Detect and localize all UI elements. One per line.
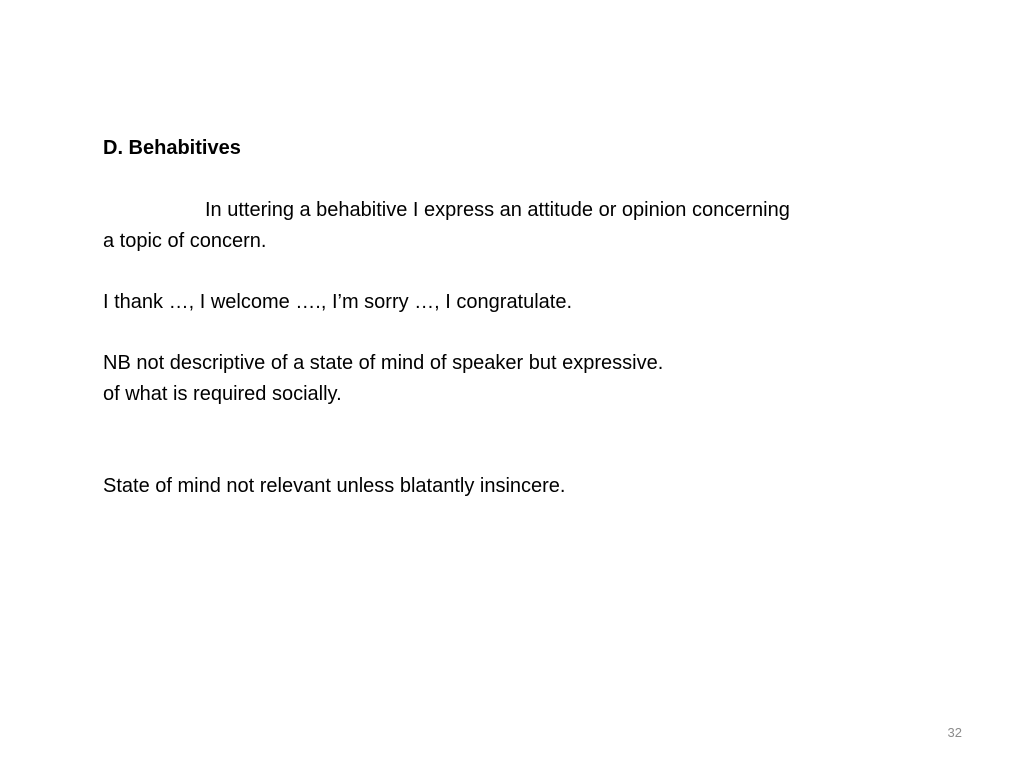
slide-heading: D. Behabitives xyxy=(103,137,241,159)
paragraph-1-line-2: a topic of concern. xyxy=(103,230,267,252)
paragraph-2: I thank …, I welcome …., I’m sorry …, I congratulate. xyxy=(103,291,573,313)
paragraph-1-line-1: In uttering a behabitive I express an attitude or opinion concerning xyxy=(205,199,790,221)
paragraph-4: State of mind not relevant unless blatantly insincere. xyxy=(103,475,566,497)
paragraph-3-line-1: NB not descriptive of a state of mind of speaker but expressive. xyxy=(103,352,664,374)
paragraph-3-line-2: of what is required socially. xyxy=(103,383,342,405)
slide-number: 32 xyxy=(947,725,962,740)
